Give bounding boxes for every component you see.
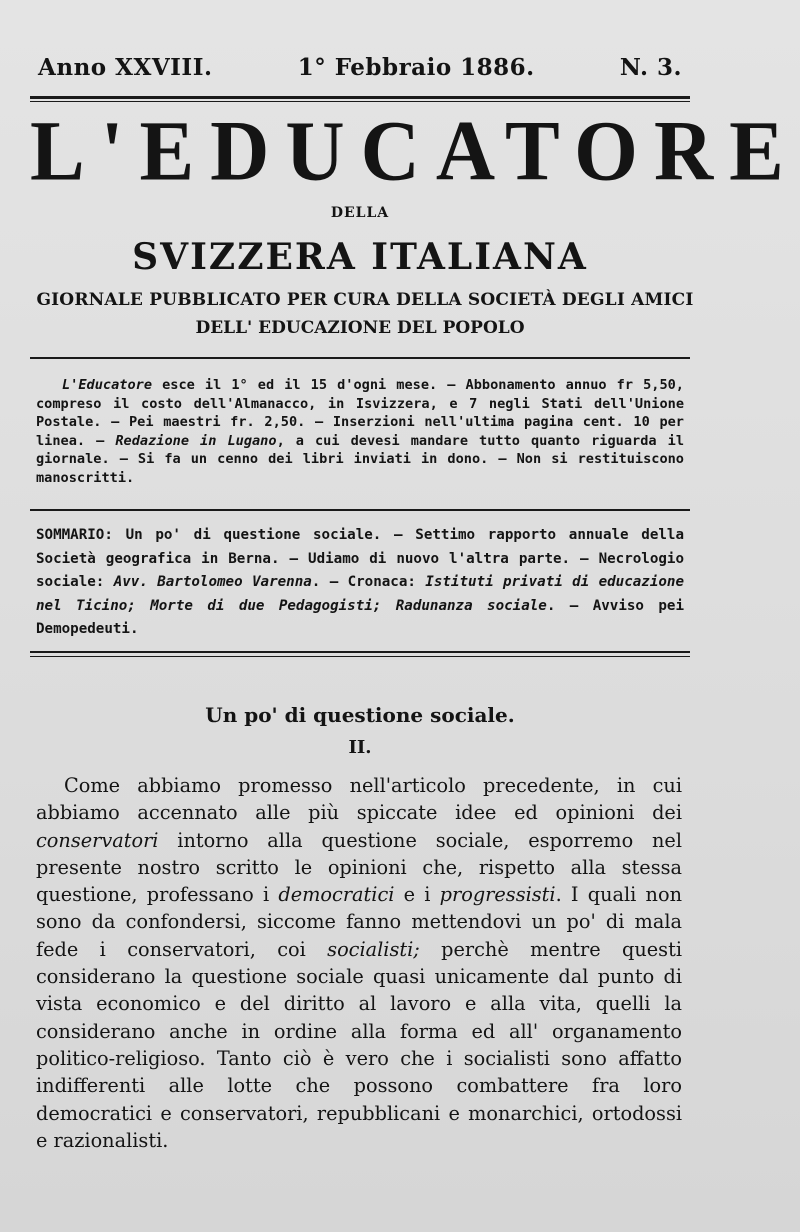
top-rule-thick bbox=[30, 96, 690, 99]
article-paragraph: Come abbiamo promesso nell'articolo precedente, in cui abbiamo accennato alle più spiccate idee ed opinioni dei conservatori intorno alla questione sociale, esporremo nel presente nostro scritto le opinioni che, rispetto alla stessa questione, professano i democratici e i progressisti. I quali non sono da confondersi, siccome fanno mettendovi un po' di mala fede i conservatori, coi socialisti; perchè mentre questi considerano la questione sociale quasi unicamente dal punto di vista economico e del diritto al lavoro e alla vita, quelli la considerano anche in ordine alla forma ed all' organamento politico-religioso. Tanto ciò è vero che i socialisti sono affatto indifferenti alle lotte che possono combattere fra loro democratici e conservatori, repubblicani e monarchici, ortodossi e razionalisti. bbox=[36, 774, 682, 1152]
rule-after-masthead bbox=[30, 357, 690, 359]
masthead-subtitle: SVIZZERA ITALIANA bbox=[132, 236, 588, 278]
masthead-title: L'EDUCATORE bbox=[30, 102, 800, 199]
rule-after-sommario bbox=[30, 651, 690, 653]
masthead-tagline-2: DELL' EDUCAZIONE DEL POPOLO bbox=[195, 318, 525, 338]
issue-header bbox=[38, 54, 682, 81]
issue-number: N. 3. bbox=[619, 54, 682, 81]
rule-after-notice bbox=[30, 509, 690, 511]
issue-year: Anno XXVIII. bbox=[38, 54, 213, 81]
sommario-cronaca: Istituti privati di educazione nel Ticino; Morte di due Pedagogisti; Radunanza sociale bbox=[36, 574, 684, 614]
sommario-necrologio: Avv. Bartolomeo Varenna bbox=[113, 574, 312, 590]
article-body bbox=[36, 772, 682, 1154]
masthead-tagline: GIORNALE PUBBLICATO PER CURA DELLA SOCIETÀ DEGLI AMICI bbox=[36, 290, 694, 310]
issue-date: 1° Febbraio 1886. bbox=[297, 54, 535, 81]
notice-journal-name: L'Educatore bbox=[62, 377, 153, 393]
rule-after-sommario-thin bbox=[30, 656, 690, 657]
subscription-notice: L'Educatore esce il 1° ed il 15 d'ogni mese. — Abbonamento annuo fr 5,50, compreso il costo dell'Almanacco, in Isvizzera, e 7 negli Stati dell'Unione Postale. — Pei maestri fr. 2,50. — Inserzioni nell'ultima pagina cent. 10 per linea. — Redazione in Lugano, a cui devesi mandare tutto quanto riguarda il giornale. — Si fa un cenno dei libri inviati in dono. — Non si restituiscono manoscritti. bbox=[36, 377, 684, 486]
article-title: Un po' di questione sociale. bbox=[205, 703, 515, 727]
sommario-summary: SOMMARIO: Un po' di questione sociale. — Settimo rapporto annuale della Società geografica in Berna. — Udiamo di nuovo l'altra parte. — Necrologio sociale: Avv. Bartolomeo Varenna. — Cronaca: Istituti privati di educazione nel Ticino; Morte di due Pedagogisti; Radunanza sociale. — Avviso pei Demopedeuti. bbox=[36, 527, 684, 637]
article-number: II. bbox=[348, 737, 372, 758]
sommario-label: SOMMARIO: bbox=[36, 527, 113, 543]
notice-redazione: Redazione in Lugano bbox=[115, 432, 277, 449]
masthead-della: DELLA bbox=[330, 205, 390, 221]
